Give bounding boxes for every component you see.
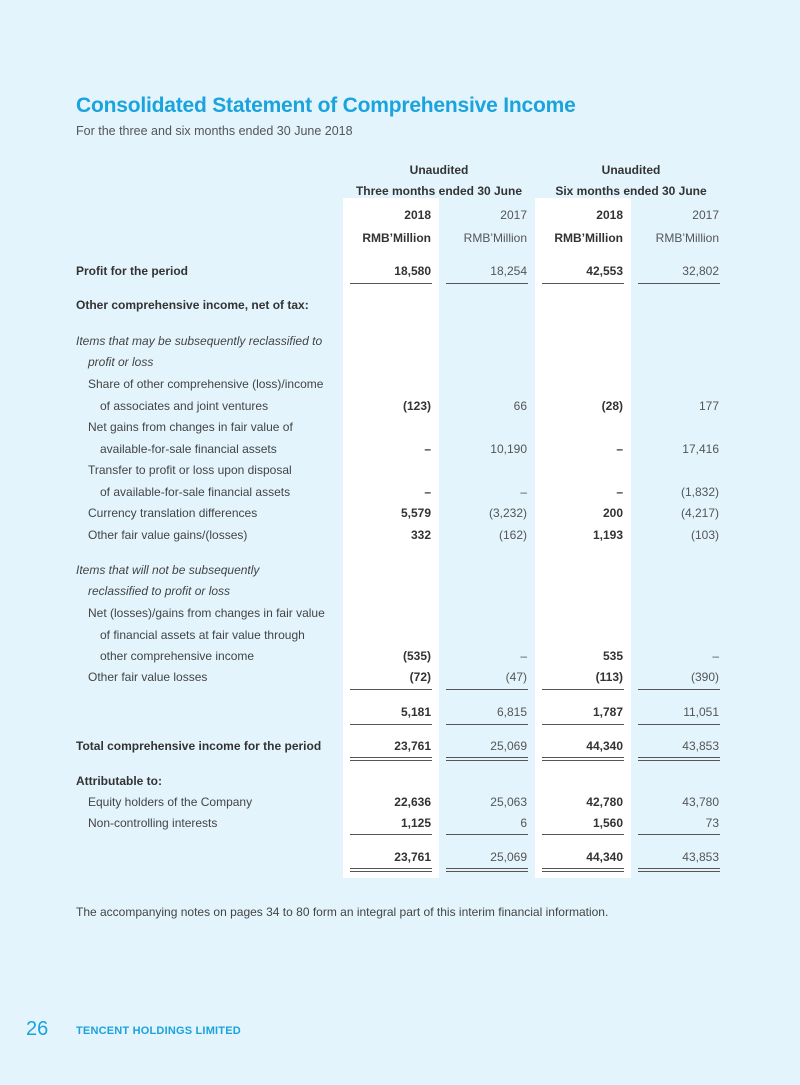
row-value: (535) [402, 649, 431, 663]
row-value: 1,787 [592, 705, 623, 719]
row-value: 6 [520, 816, 527, 830]
year-col3: 2018 [596, 208, 623, 222]
rule-line [446, 724, 528, 725]
row-label: Non-controlling interests [88, 816, 218, 830]
row-label: Items that will not be subsequently [76, 563, 260, 577]
double-rule-line [446, 868, 528, 872]
row-value: 177 [698, 399, 719, 413]
row-value: 25,063 [490, 795, 527, 809]
total-row [0, 739, 800, 759]
row-label: profit or loss [88, 355, 154, 369]
row-value: 5,181 [400, 705, 431, 719]
unit-col1: RMB’Million [362, 231, 431, 245]
row-value: (28) [601, 399, 623, 413]
row-value: (123) [402, 399, 431, 413]
page-subtitle: For the three and six months ended 30 June 2018 [76, 124, 353, 138]
row-value: 23,761 [394, 739, 431, 753]
rule-line [638, 724, 720, 725]
row-label: available-for-sale financial assets [100, 442, 277, 456]
total-row [0, 850, 800, 870]
table-row [0, 816, 800, 836]
row-value: 42,780 [586, 795, 623, 809]
table-row [0, 670, 800, 690]
double-rule-line [638, 757, 720, 761]
row-label: Other fair value losses [88, 670, 208, 684]
company-name: TENCENT HOLDINGS LIMITED [76, 1025, 241, 1037]
group1-status: Unaudited [409, 163, 469, 177]
table-row [0, 485, 800, 505]
table-row [0, 355, 800, 375]
row-value: 66 [513, 399, 527, 413]
row-value: (3,232) [488, 506, 527, 520]
table-row [0, 628, 800, 648]
row-label: Profit for the period [76, 264, 188, 278]
table-row [0, 334, 800, 354]
row-label: of associates and joint ventures [100, 399, 269, 413]
rule-line [542, 283, 624, 284]
table-row [0, 264, 800, 284]
row-value: 43,780 [682, 795, 719, 809]
rule-line [446, 283, 528, 284]
double-rule-line [542, 868, 624, 872]
row-label: Total comprehensive income for the period [76, 739, 322, 753]
row-label: Net gains from changes in fair value of [88, 420, 293, 434]
row-value: 18,580 [394, 264, 431, 278]
row-value: 1,125 [400, 816, 431, 830]
row-value: 73 [705, 816, 719, 830]
row-value: – [616, 442, 623, 456]
row-value: 1,193 [592, 528, 623, 542]
table-row [0, 606, 800, 626]
unit-col2: RMB’Million [463, 231, 527, 245]
row-value: – [424, 442, 431, 456]
row-value: 17,416 [682, 442, 719, 456]
unit-col4: RMB’Million [655, 231, 719, 245]
row-value: (103) [690, 528, 719, 542]
row-value: 44,340 [586, 739, 623, 753]
double-rule-line [350, 757, 432, 761]
row-label: reclassified to profit or loss [88, 584, 231, 598]
table-row [0, 649, 800, 669]
rule-line [350, 283, 432, 284]
row-label: Currency translation differences [88, 506, 258, 520]
row-value: – [424, 485, 431, 499]
row-value: 332 [410, 528, 431, 542]
row-value: (72) [409, 670, 431, 684]
row-value: (1,832) [680, 485, 719, 499]
row-value: 25,069 [490, 850, 527, 864]
row-value: 5,579 [400, 506, 431, 520]
row-value: – [712, 649, 719, 663]
row-label: Other fair value gains/(losses) [88, 528, 248, 542]
row-value: – [520, 485, 527, 499]
row-value: 25,069 [490, 739, 527, 753]
row-label: Transfer to profit or loss upon disposal [88, 463, 292, 477]
rule-line [638, 283, 720, 284]
year-col1: 2018 [404, 208, 431, 222]
row-value: 43,853 [682, 739, 719, 753]
rule-line [446, 834, 528, 835]
rule-line [638, 689, 720, 690]
rule-line [350, 834, 432, 835]
row-value: (162) [498, 528, 527, 542]
year-col4: 2017 [692, 208, 719, 222]
table-row [0, 377, 800, 397]
double-rule-line [542, 757, 624, 761]
row-value: 10,190 [490, 442, 527, 456]
row-value: 32,802 [682, 264, 719, 278]
page-title: Consolidated Statement of Comprehensive Income [76, 94, 576, 117]
row-value: – [520, 649, 527, 663]
row-value: 42,553 [586, 264, 623, 278]
double-rule-line [350, 868, 432, 872]
row-value: 23,761 [394, 850, 431, 864]
row-label: of financial assets at fair value through [100, 628, 305, 642]
group2-period: Six months ended 30 June [555, 184, 707, 198]
table-row [0, 420, 800, 440]
row-value: 200 [602, 506, 623, 520]
footnote: The accompanying notes on pages 34 to 80 form an integral part of this interim financial information. [76, 905, 609, 919]
row-value: (47) [505, 670, 527, 684]
row-value: 6,815 [496, 705, 527, 719]
row-label: of available-for-sale financial assets [100, 485, 291, 499]
double-rule-line [638, 868, 720, 872]
row-value: (390) [690, 670, 719, 684]
row-value: 11,051 [683, 705, 719, 719]
row-label: Attributable to: [76, 774, 162, 788]
table-row [0, 298, 800, 318]
row-value: 43,853 [682, 850, 719, 864]
row-value: – [616, 485, 623, 499]
page-number: 26 [26, 1018, 49, 1040]
rule-line [350, 689, 432, 690]
table-row [0, 463, 800, 483]
row-value: (113) [595, 670, 623, 684]
row-value: 18,254 [490, 264, 527, 278]
row-value: (4,217) [680, 506, 719, 520]
table-row [0, 506, 800, 526]
group2-status: Unaudited [601, 163, 661, 177]
row-value: 22,636 [394, 795, 431, 809]
rule-line [542, 834, 624, 835]
table-row [0, 442, 800, 462]
rule-line [350, 724, 432, 725]
row-label: other comprehensive income [100, 649, 255, 663]
rule-line [542, 689, 624, 690]
row-label: Other comprehensive income, net of tax: [76, 298, 309, 312]
row-label: Net (losses)/gains from changes in fair value [88, 606, 325, 620]
table-row [0, 563, 800, 583]
table-row [0, 795, 800, 815]
table-row [0, 528, 800, 548]
row-value: 1,560 [592, 816, 623, 830]
row-value: 44,340 [586, 850, 623, 864]
row-value: 535 [602, 649, 623, 663]
group1-period: Three months ended 30 June [355, 184, 523, 198]
table-row [0, 774, 800, 794]
subtotal-row [0, 705, 800, 725]
rule-line [542, 724, 624, 725]
unit-col3: RMB’Million [554, 231, 623, 245]
double-rule-line [446, 757, 528, 761]
row-label: Share of other comprehensive (loss)/income [88, 377, 324, 391]
row-label: Equity holders of the Company [88, 795, 253, 809]
year-col2: 2017 [500, 208, 527, 222]
rule-line [638, 834, 720, 835]
table-row [0, 399, 800, 419]
row-label: Items that may be subsequently reclassified to [76, 334, 323, 348]
table-row [0, 584, 800, 604]
rule-line [446, 689, 528, 690]
